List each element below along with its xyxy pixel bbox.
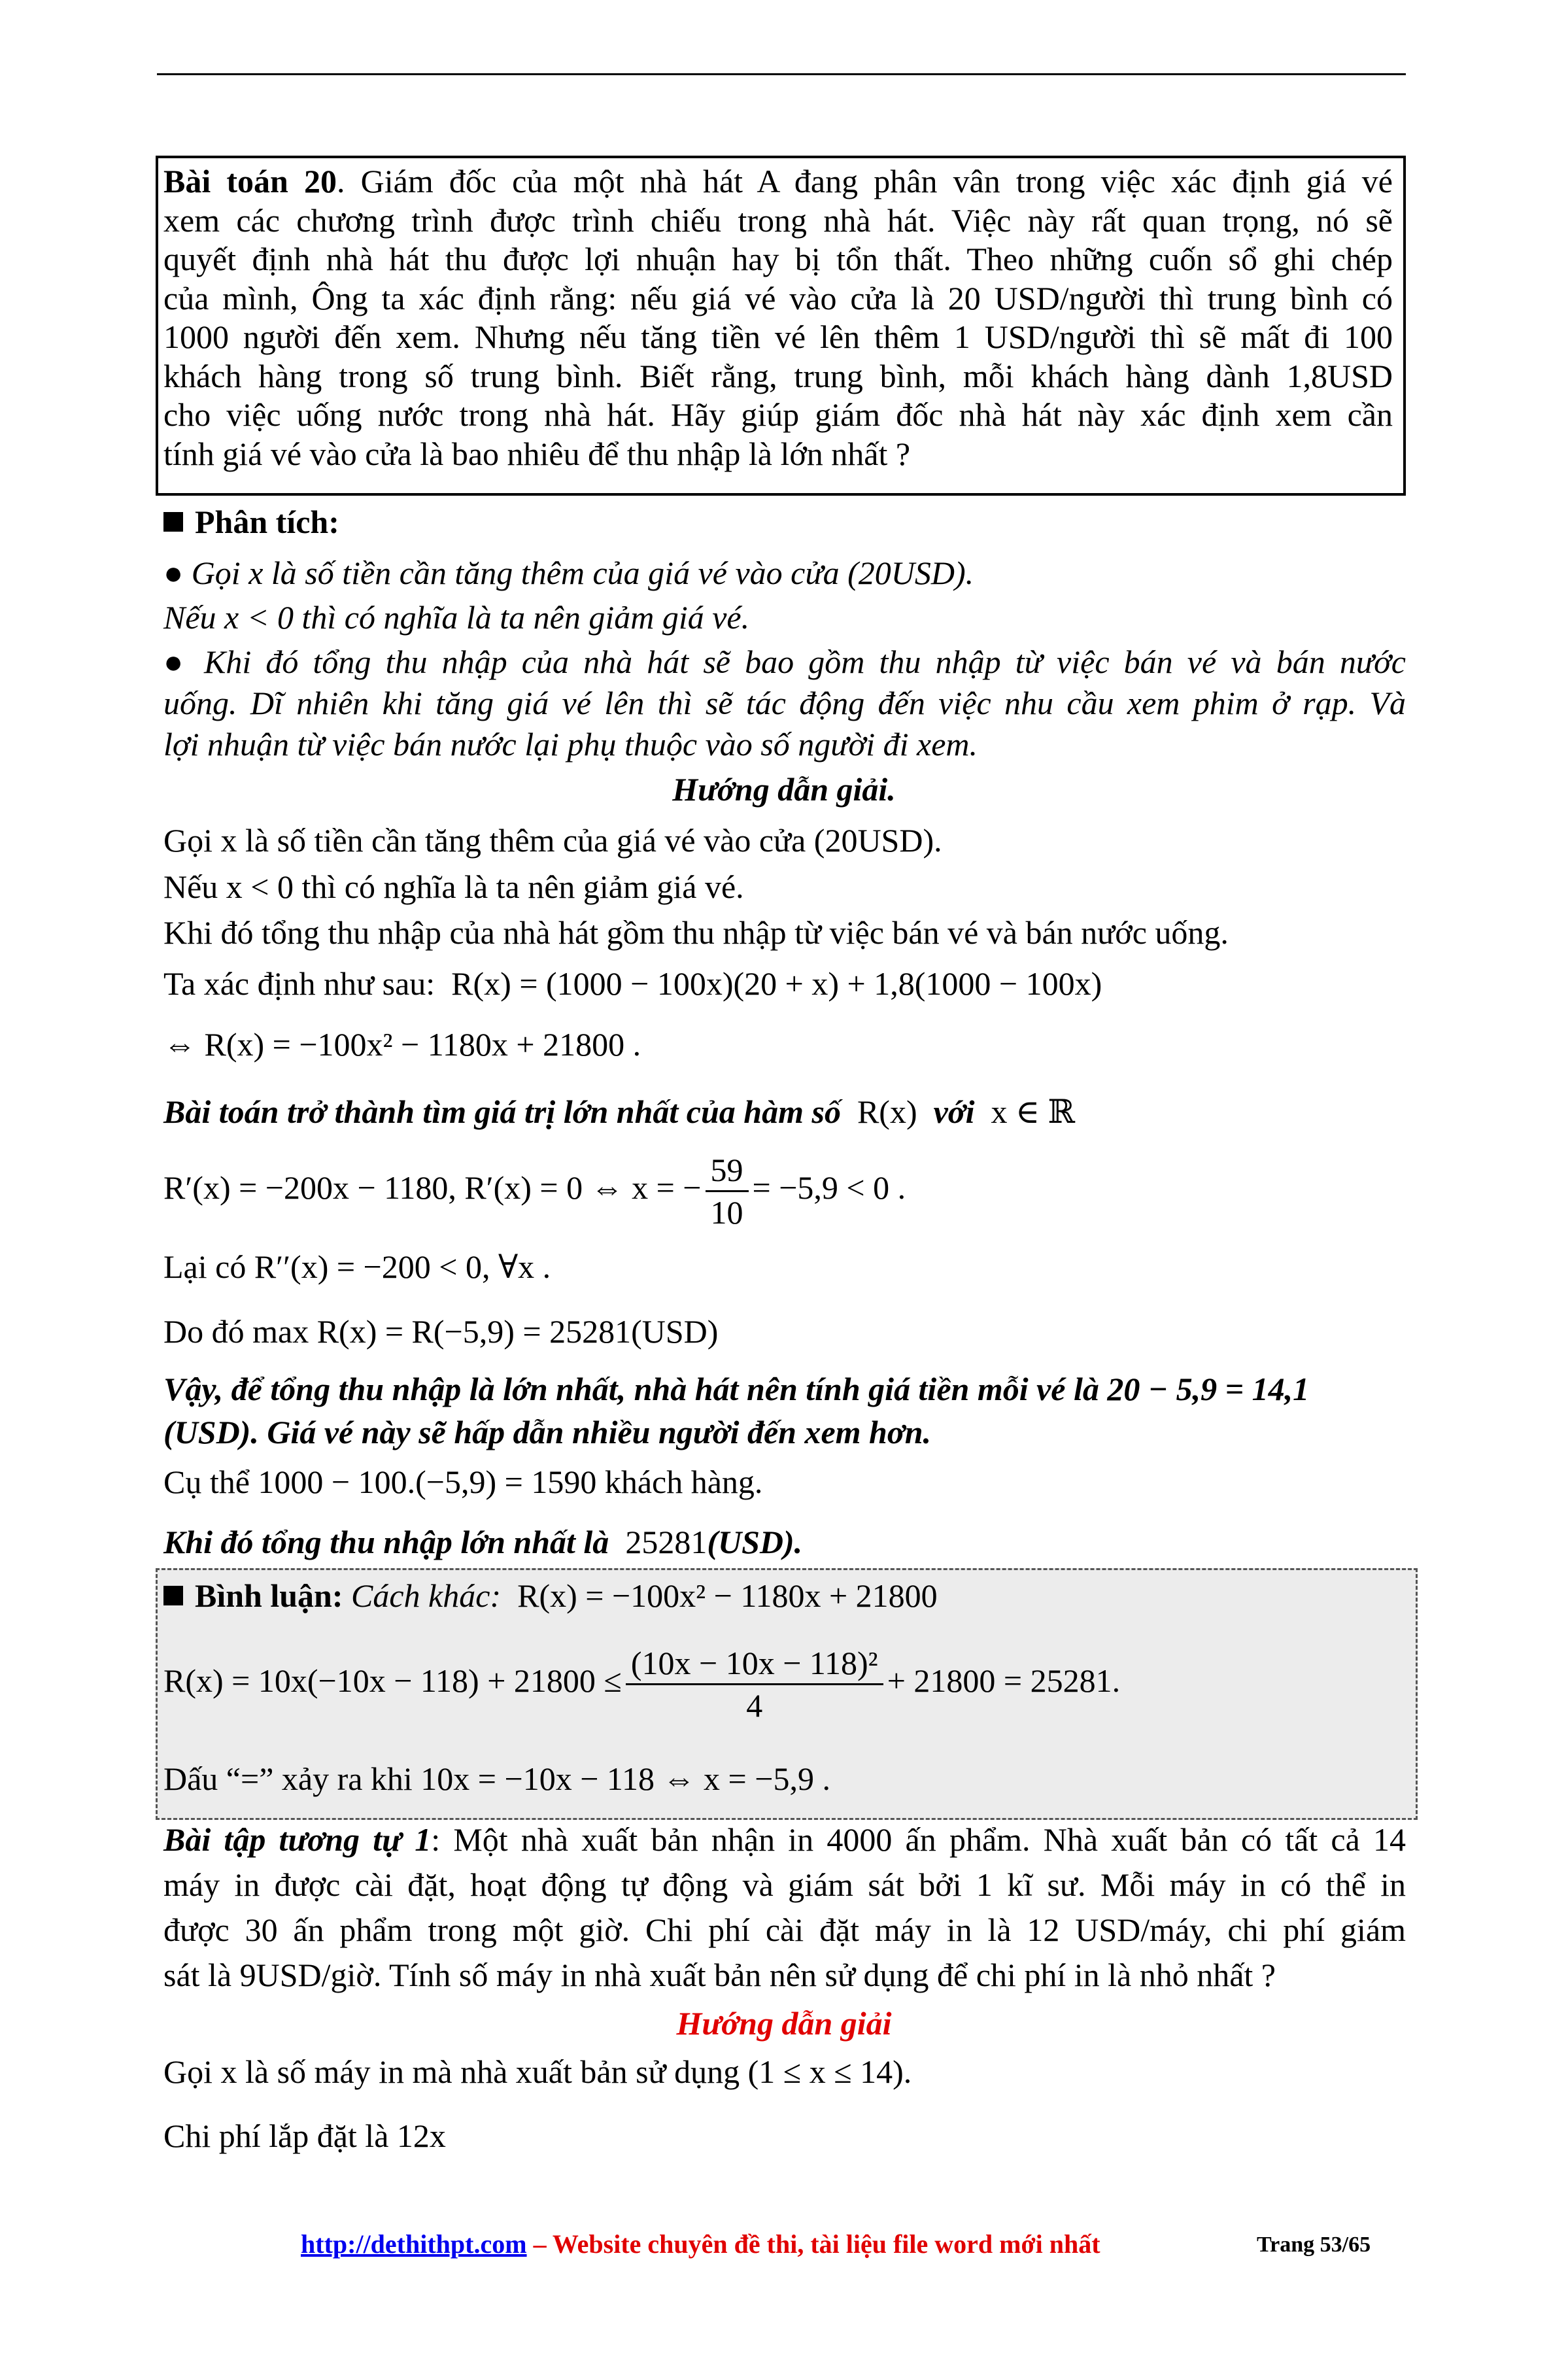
footer: http://dethithpt.com – Website chuyên đề thi, tài liệu file word mới nhất: [301, 2229, 1100, 2259]
problem-line-4: của mình, Ông ta xác định rằng: nếu giá vé vào cửa là 20 USD/người thì trung bình có: [163, 280, 1393, 317]
problem-line-3: quyết định nhà hát thu được lợi nhuận hay bị tổn thất. Theo những cuốn sổ ghi chép: [163, 241, 1393, 277]
square-bullet-icon: [163, 1586, 183, 1605]
solution-line-4: Ta xác định như sau: R(x) = (1000 − 100x)(20 + x) + 1,8(1000 − 100x): [163, 965, 1102, 1002]
solution-line-8: Lại có R′′(x) = −200 < 0, ∀x .: [163, 1248, 551, 1285]
problem-line-1: Bài toán 20. Giám đốc của một nhà hát A đang phân vân trong việc xác định giá vé: [163, 163, 1393, 199]
problem-title: Bài toán 20: [163, 163, 337, 199]
problem-line-8: tính giá vé vào cửa là bao nhiêu để thu nhập là lớn nhất ?: [163, 436, 911, 472]
solution-line-7: R′(x) = −200x − 1180, R′(x) = 0 ⇔ x = − $\frac{59}{10}$ = −5,9 < 0 .: [163, 1150, 906, 1233]
solution-line-9: Do đó max R(x) = R(−5,9) = 25281(USD): [163, 1313, 719, 1350]
analysis-line-5: lợi nhuận từ việc bán nước lại phụ thuộc vào số người đi xem.: [163, 726, 978, 762]
problem-line-7: cho việc uống nước trong nhà hát. Hãy giúp giám đốc nhà hát này xác định xem cần: [163, 396, 1393, 433]
fraction: $\frac{\text{(10x − 10x − 118)²}}{4}$: [626, 1643, 883, 1726]
solution-line-10: Vậy, để tổng thu nhập là lớn nhất, nhà hát nên tính giá tiền mỗi vé là 20 − 5,9 = 14,1: [163, 1371, 1310, 1407]
solution-line-13: Khi đó tổng thu nhập lớn nhất là 25281(USD).: [163, 1524, 803, 1560]
solution-line-1: Gọi x là số tiền cần tăng thêm của giá vé vào cửa (20USD).: [163, 822, 942, 859]
problem-line-6: khách hàng trong số trung bình. Biết rằng, trung bình, mỗi khách hàng dành 1,8USD: [163, 358, 1393, 394]
problem-line-5: 1000 người đến xem. Nhưng nếu tăng tiền vé lên thêm 1 USD/người thì sẽ mất đi 100: [163, 318, 1393, 355]
solution-line-5: ⇔ R(x) = −100x² − 1180x + 21800 .: [163, 1026, 641, 1063]
analysis-line-3: ● Khi đó tổng thu nhập của nhà hát sẽ bao gồm thu nhập từ việc bán vé và bán nước: [163, 643, 1406, 680]
page-number: Trang 53/65: [1257, 2233, 1371, 2257]
exercise-guide-line-2: Chi phí lắp đặt là 12x: [163, 2117, 446, 2154]
comment-line-2: R(x) = 10x(−10x − 118) + 21800 ≤ $\frac{\text{(10x − 10x − 118)²}}{4}$ + 21800 = 25281.: [163, 1643, 1120, 1726]
exercise-line-1: Bài tập tương tự 1: Một nhà xuất bản nhận in 4000 ấn phẩm. Nhà xuất bản có tất cả 14: [163, 1821, 1406, 1858]
solution-line-11: (USD). Giá vé này sẽ hấp dẫn nhiều người đến xem hơn.: [163, 1414, 931, 1450]
comment-line-3: Dấu “=” xảy ra khi 10x = −10x − 118 ⇔ x = −5,9 .: [163, 1760, 830, 1797]
solution-line-2: Nếu x < 0 thì có nghĩa là ta nên giảm giá vé.: [163, 868, 744, 905]
exercise-line-4: sát là 9USD/giờ. Tính số máy in nhà xuất bản nên sử dụng để chi phí in là nhỏ nhất ?: [163, 1957, 1276, 1993]
website-link[interactable]: http://dethithpt.com: [301, 2229, 527, 2259]
solution-heading: Hướng dẫn giải.: [672, 771, 896, 808]
exercise-guide-heading: Hướng dẫn giải: [676, 2005, 892, 2042]
analysis-heading: Phân tích:: [163, 502, 339, 541]
solution-line-6: Bài toán trở thành tìm giá trị lớn nhất của hàm số R(x) với x ∈ ℝ: [163, 1093, 1076, 1130]
header-rule: [157, 73, 1406, 75]
square-bullet-icon: [163, 512, 183, 532]
analysis-line-1: ● Gọi x là số tiền cần tăng thêm của giá vé vào cửa (20USD).: [163, 555, 974, 591]
comment-line-1: Bình luận: Cách khác: R(x) = −100x² − 1180x + 21800: [163, 1576, 938, 1615]
exercise-line-3: được 30 ấn phẩm trong một giờ. Chi phí cài đặt máy in là 12 USD/máy, chi phí giám: [163, 1911, 1406, 1948]
analysis-line-4: uống. Dĩ nhiên khi tăng giá vé lên thì sẽ tác động đến việc nhu cầu xem phim ở rạp. Và: [163, 685, 1406, 721]
revenue-formula: R(x) = (1000 − 100x)(20 + x) + 1,8(1000 − 100x): [451, 965, 1102, 1002]
exercise-guide-line-1: Gọi x là số máy in mà nhà xuất bản sử dụng (1 ≤ x ≤ 14).: [163, 2053, 912, 2090]
solution-line-3: Khi đó tổng thu nhập của nhà hát gồm thu nhập từ việc bán vé và bán nước uống.: [163, 914, 1229, 951]
solution-line-12: Cụ thể 1000 − 100.(−5,9) = 1590 khách hàng.: [163, 1464, 763, 1500]
fraction: $\frac{59}{10}$: [706, 1150, 749, 1233]
analysis-line-2: Nếu x < 0 thì có nghĩa là ta nên giảm giá vé.: [163, 599, 750, 636]
exercise-line-2: máy in được cài đặt, hoạt động tự động và giám sát bởi 1 kĩ sư. Mỗi máy in có thể in: [163, 1866, 1406, 1903]
problem-line-2: xem các chương trình được trình chiếu trong nhà hát. Việc này rất quan trọng, nó sẽ: [163, 202, 1393, 239]
